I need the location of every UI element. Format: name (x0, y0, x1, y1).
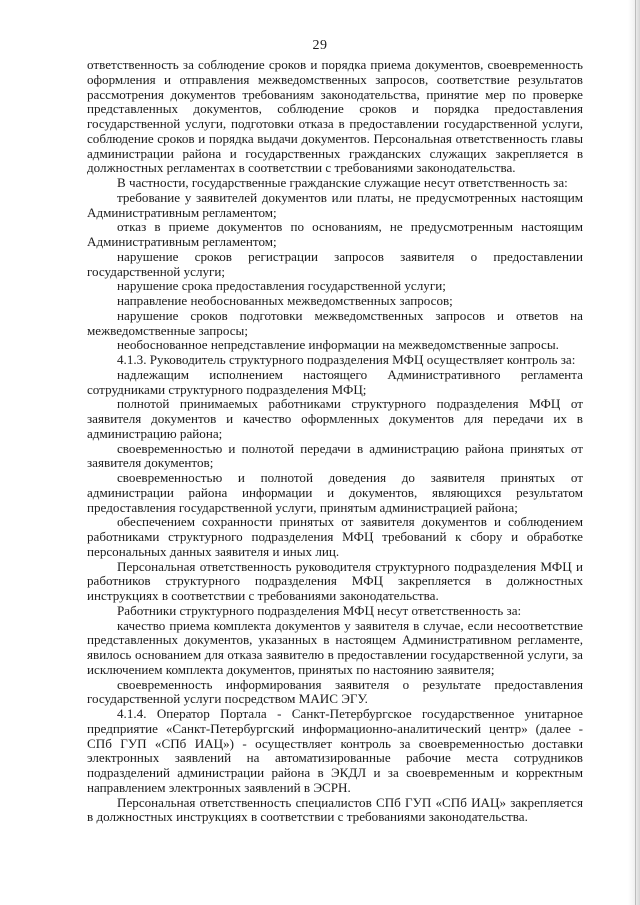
paragraph: Работники структурного подразделения МФЦ несут ответственность за: (117, 602, 522, 618)
scanned-page-edge (628, 0, 640, 905)
list-item: нарушение срока предоставления государственной услуги; (117, 278, 446, 294)
list-item: отказ в приеме документов по основаниям, не предусмотренным настоящим Административным регламентом; (87, 219, 583, 249)
paragraph: Персональная ответственность руководителя структурного подразделения МФЦ и работников структурного подразделения МФЦ закрепляется в должностных инструкциях в соответствии с требованиями законодательства. (87, 558, 583, 603)
list-item: нарушение сроков подготовки межведомственных запросов и ответов на межведомственные запросы; (87, 307, 583, 338)
list-item: требование у заявителей документов или платы, не предусмотренных настоящим Административным регламентом; (87, 189, 583, 220)
paragraph: ответственность за соблюдение сроков и порядка приема документов, своевременность оформления и отправления межведомственных запросов, соответствие результатов рассмотрения документов требованиям законодательства, принятие мер по проверке представленных документов, соблюдение сроков и порядка предоставления государственной услуги, подготовки отказа в предоставлении государственной услуги, соблюдение сроков и порядка выдачи документов. Персональная ответственность главы администрации района и государственных гражданских служащих закрепляется в должностных регламентах в соответствии с требованиями законодательства. (87, 57, 583, 176)
document-body (87, 58, 583, 825)
list-item: своевременностью и полнотой передачи в администрацию района принятых от заявителя документов; (87, 440, 583, 471)
list-item: нарушение сроков регистрации запросов заявителя о предоставлении государственной услуги; (87, 248, 583, 279)
paragraph: Персональная ответственность специалистов СПб ГУП «СПб ИАЦ» закрепляется в должностных инструкциях в соответствии с требованиями законодательства. (87, 794, 583, 825)
list-item: надлежащим исполнением настоящего Административного регламента сотрудниками структурного подразделения МФЦ; (87, 366, 583, 397)
list-item: обеспечением сохранности принятых от заявителя документов и соблюдением работниками структурного подразделения МФЦ требований к сбору и обработке персональных данных заявителя и иных лиц. (87, 514, 583, 559)
list-item: необоснованное непредставление информации на межведомственные запросы. (117, 337, 559, 353)
list-item: своевременностью и полнотой доведения до заявителя принятых от администрации района информации и документов, являющихся результатом предоставления государственной услуги, принятым администрацией района; (87, 470, 583, 515)
list-item: полнотой принимаемых работниками структурного подразделения МФЦ от заявителя документов и качество оформленных документов для передачи их в администрацию района; (87, 396, 583, 441)
section-heading-paragraph: 4.1.3. Руководитель структурного подразделения МФЦ осуществляет контроль за: (117, 352, 576, 367)
page-number: 29 (312, 38, 328, 53)
list-item: своевременность информирования заявителя о результате предоставления государственной услуги посредством МАИС ЭГУ. (87, 676, 583, 707)
paragraph: В частности, государственные гражданские служащие несут ответственность за: (117, 175, 568, 190)
list-item: направление необоснованных межведомственных запросов; (117, 293, 453, 308)
section-heading-paragraph: 4.1.4. Оператор Портала - Санкт-Петербургское государственное унитарное предприятие «Санкт-Петербургский информационно-аналитический центр» (далее - СПб ГУП «СПб ИАЦ») - осуществляет контроль за своевременностью доставки электронных заявлений на автоматизированные рабочие места сотрудников подразделений администрации района в ЭКДЛ и за своевременным и корректным направлением электронных заявлений в ЭСРН. (87, 706, 583, 795)
list-item: качество приема комплекта документов у заявителя в случае, если несоответствие представленных документов, указанных в настоящем Административном регламенте, явилось основанием для отказа заявителю в предоставлении государственной услуги, за исключением комплекта документов, принятых по настоянию заявителя; (87, 617, 583, 677)
